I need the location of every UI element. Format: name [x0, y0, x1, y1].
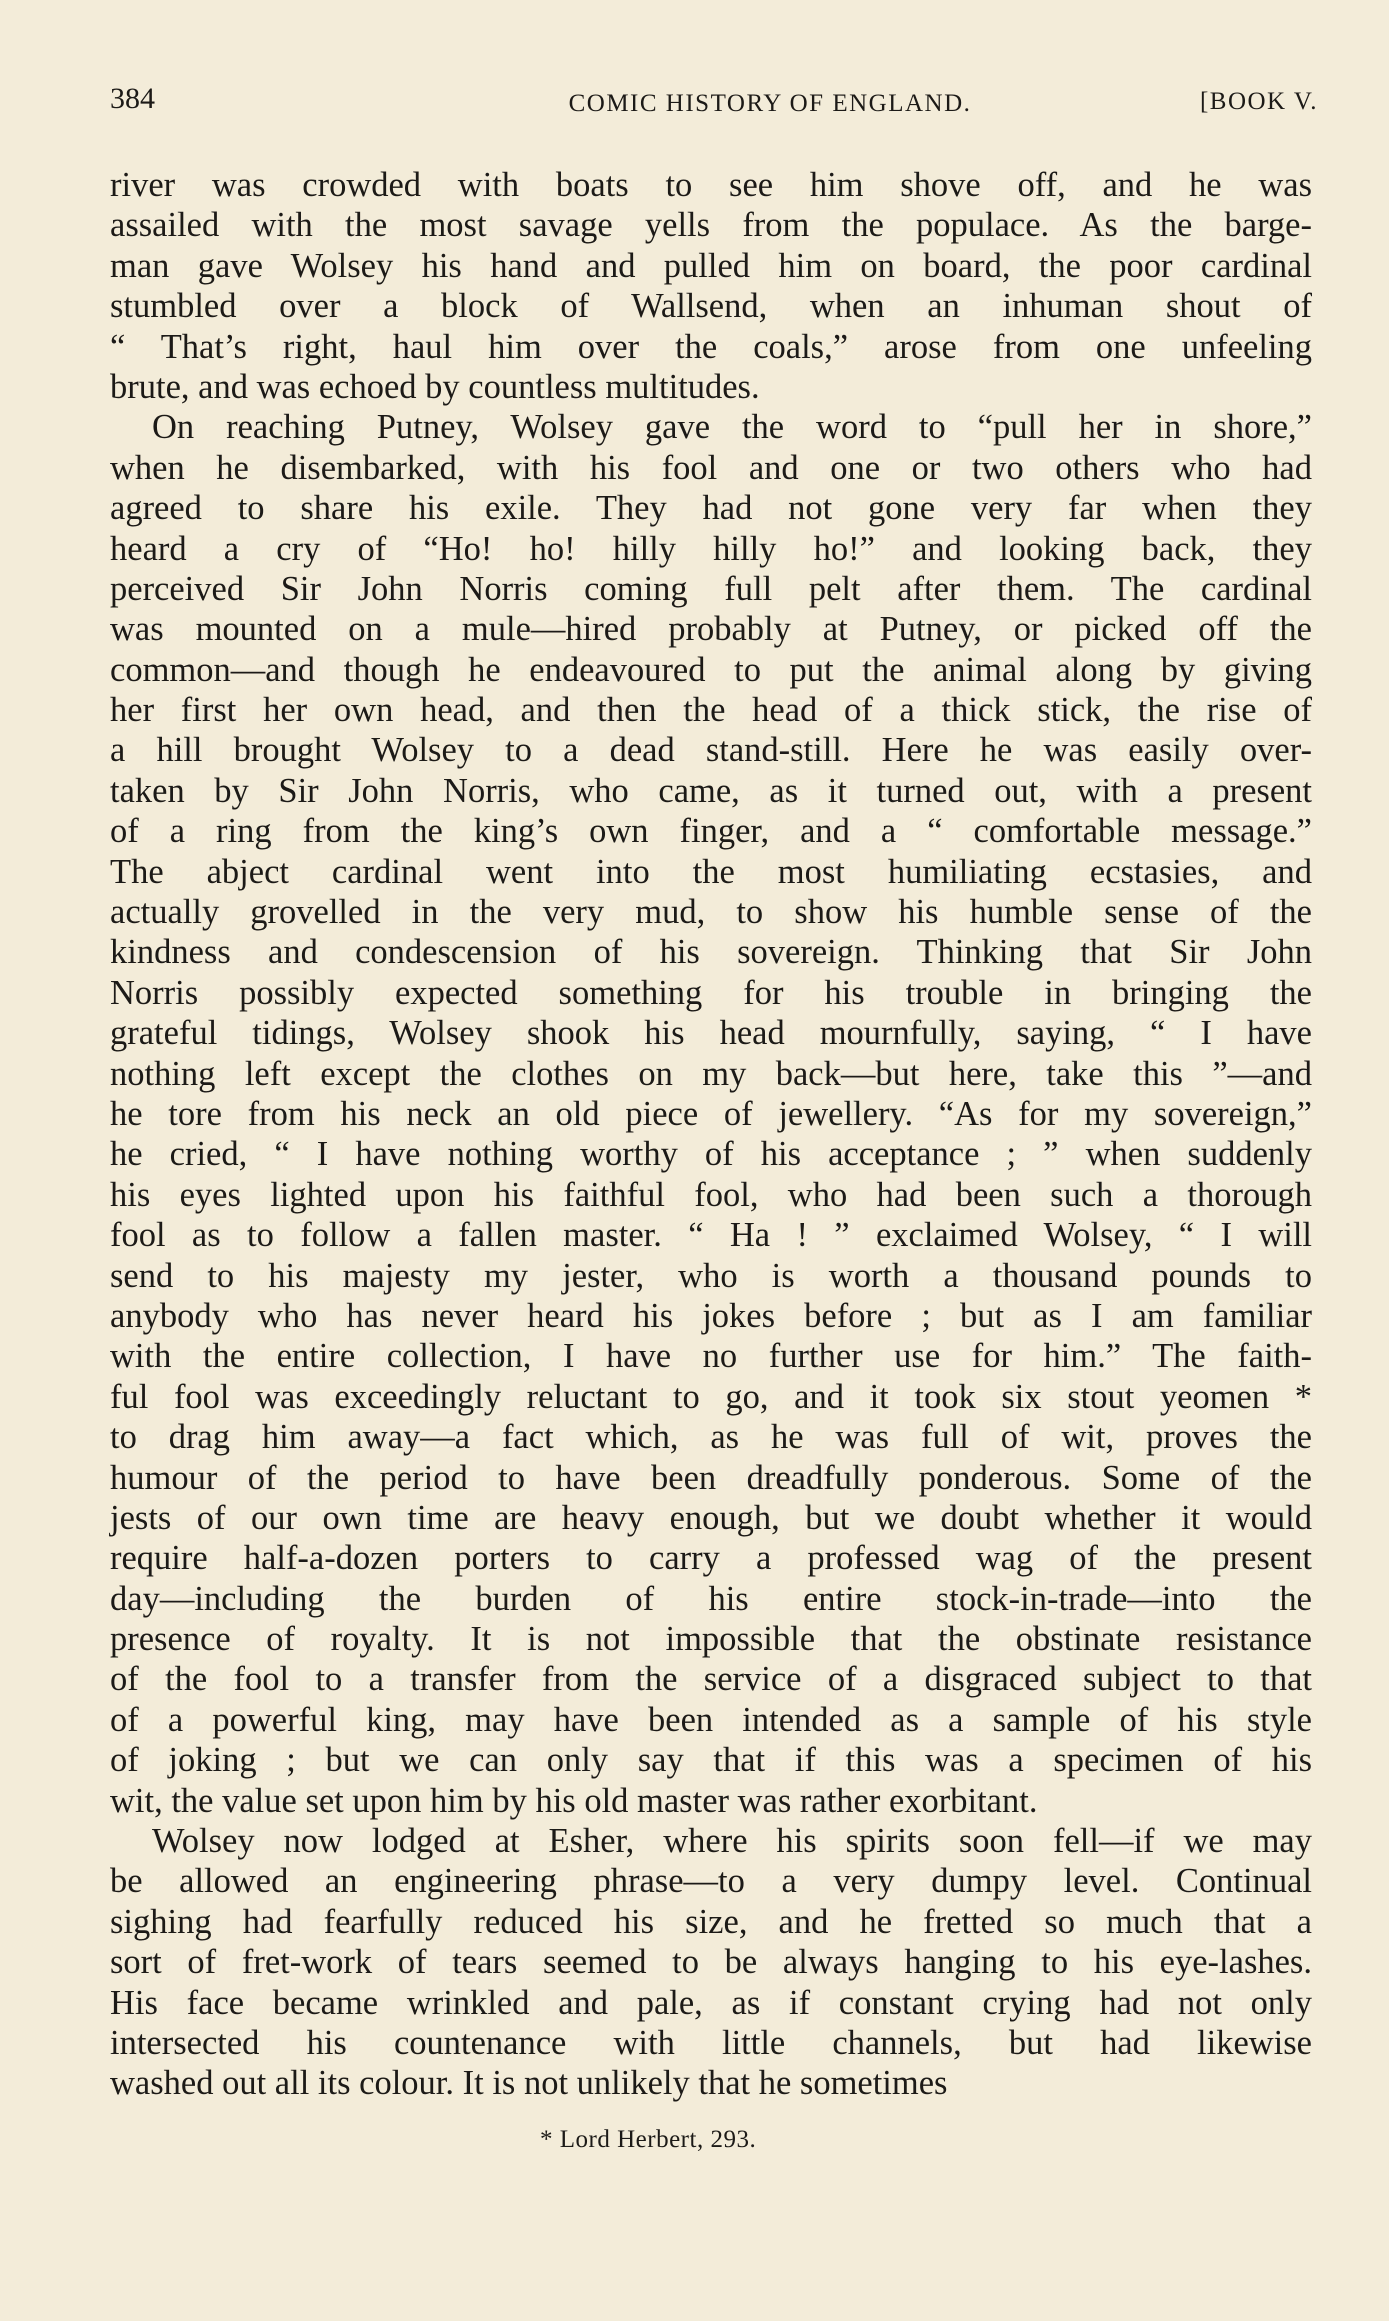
text-line: grateful tidings, Wolsey shook his head mournfully, saying, “ I have	[110, 1014, 1312, 1053]
text-line: Norris possibly expected something for his trouble in bringing the	[110, 973, 1312, 1012]
text-line: was mounted on a mule—hired probably at Putney, or picked off the	[110, 610, 1312, 649]
text-line: intersected his countenance with little channels, but had likewise	[110, 2023, 1312, 2062]
text-line: taken by Sir John Norris, who came, as it turned out, with a present	[110, 771, 1312, 810]
running-title: COMIC HISTORY OF ENGLAND.	[568, 90, 972, 117]
text-line: fool as to follow a fallen master. “ Ha ! ” exclaimed Wolsey, “ I will	[110, 1216, 1312, 1255]
book-label: [BOOK V.	[1199, 88, 1318, 115]
text-line: day—including the burden of his entire stock-in-trade—into the	[110, 1579, 1312, 1618]
text-line: wit, the value set upon him by his old master was rather exorbitant.	[110, 1781, 1038, 1820]
text-line: of joking ; but we can only say that if this was a specimen of his	[110, 1741, 1312, 1780]
text-line: of the fool to a transfer from the service of a disgraced subject to that	[110, 1660, 1312, 1699]
text-line: sighing had fearfully reduced his size, and he fretted so much that a	[110, 1902, 1312, 1941]
text-line: assailed with the most savage yells from the populace. As the barge-	[110, 206, 1312, 245]
text-line: kindness and condescension of his sovereign. Thinking that Sir John	[110, 933, 1312, 972]
text-line: he cried, “ I have nothing worthy of his acceptance ; ” when suddenly	[110, 1135, 1312, 1174]
text-line: ful fool was exceedingly reluctant to go, and it took six stout yeomen *	[110, 1377, 1312, 1416]
text-line: sort of fret-work of tears seemed to be always hanging to his eye-lashes.	[110, 1943, 1312, 1982]
paragraph	[110, 1821, 1312, 2104]
text-line: of a ring from the king’s own finger, and a “ comfortable message.”	[110, 812, 1312, 851]
text-line: man gave Wolsey his hand and pulled him on board, the poor cardinal	[110, 246, 1312, 285]
page-number: 384	[110, 82, 155, 115]
text-line: washed out all its colour. It is not unlikely that he sometimes	[110, 2064, 948, 2103]
text-line: send to his majesty my jester, who is worth a thousand pounds to	[110, 1256, 1312, 1295]
text-line: brute, and was echoed by countless multitudes.	[110, 367, 760, 406]
text-line: presence of royalty. It is not impossible that the obstinate resistance	[110, 1620, 1312, 1659]
text-line: his eyes lighted upon his faithful fool, who had been such a thorough	[110, 1175, 1312, 1214]
text-line: of a powerful king, may have been intended as a sample of his style	[110, 1700, 1312, 1739]
text-line: His face became wrinkled and pale, as if constant crying had not only	[110, 1983, 1312, 2022]
text-line: actually grovelled in the very mud, to show his humble sense of the	[110, 893, 1312, 932]
text-line: On reaching Putney, Wolsey gave the word to “pull her in shore,”	[152, 408, 1312, 447]
text-line: The abject cardinal went into the most humiliating ecstasies, and	[110, 852, 1312, 891]
text-line: require half-a-dozen porters to carry a professed wag of the present	[110, 1539, 1312, 1578]
text-line: when he disembarked, with his fool and one or two others who had	[110, 448, 1312, 487]
text-line: a hill brought Wolsey to a dead stand-still. Here he was easily over-	[110, 731, 1312, 770]
text-line: common—and though he endeavoured to put the animal along by giving	[110, 650, 1312, 689]
text-line: to drag him away—a fact which, as he was full of wit, proves the	[110, 1418, 1312, 1457]
text-line: anybody who has never heard his jokes before ; but as I am familiar	[110, 1296, 1312, 1335]
text-line: nothing left except the clothes on my back—but here, take this ”—and	[110, 1054, 1312, 1093]
text-line: agreed to share his exile. They had not gone very far when they	[110, 489, 1312, 528]
text-line: her first her own head, and then the head of a thick stick, the rise of	[110, 691, 1312, 730]
text-line: he tore from his neck an old piece of jewellery. “As for my sovereign,”	[110, 1094, 1312, 1133]
footnote: * Lord Herbert, 293.	[540, 2126, 757, 2153]
text-line: river was crowded with boats to see him shove off, and he was	[110, 166, 1312, 204]
text-line: “ That’s right, haul him over the coals,” arose from one unfeeling	[110, 327, 1312, 366]
text-line: perceived Sir John Norris coming full pelt after them. The cardinal	[110, 569, 1312, 608]
text-line: with the entire collection, I have no further use for him.” The faith-	[110, 1337, 1312, 1376]
paragraph	[110, 165, 1312, 407]
body-text	[110, 165, 1312, 2104]
page-header	[110, 82, 1318, 126]
text-line: heard a cry of “Ho! ho! hilly hilly ho!” and looking back, they	[110, 529, 1312, 568]
text-line: Wolsey now lodged at Esher, where his spirits soon fell—if we may	[152, 1822, 1312, 1861]
text-line: humour of the period to have been dreadfully ponderous. Some of the	[110, 1458, 1312, 1497]
text-line: be allowed an engineering phrase—to a very dumpy level. Continual	[110, 1862, 1312, 1901]
text-line: stumbled over a block of Wallsend, when an inhuman shout of	[110, 287, 1312, 326]
text-line: jests of our own time are heavy enough, but we doubt whether it would	[110, 1498, 1312, 1537]
paragraph	[110, 407, 1312, 1821]
